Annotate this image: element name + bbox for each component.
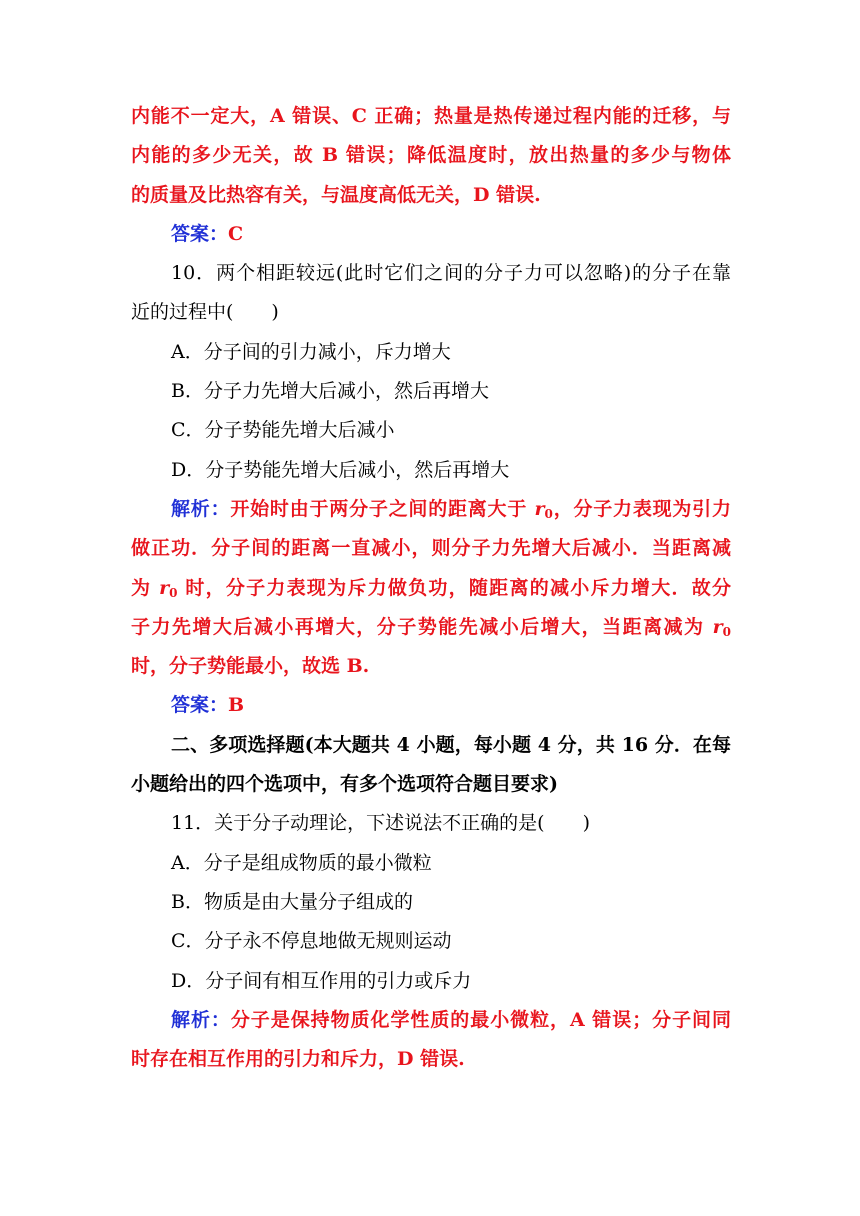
q11-analysis-line-1: [131, 1001, 731, 1040]
q10-analysis-line-1: [131, 490, 731, 529]
analysis-text: 时，分子力表现为斥力做负功，随距离的减小斥力增大．故分: [177, 576, 731, 599]
q11-option-a: A．分子是组成物质的最小微粒: [171, 851, 432, 874]
q10-stem-line-2: 近的过程中( ): [131, 301, 279, 324]
analysis-text: 开始时由于两分子之间的距离大于: [230, 497, 535, 520]
r-symbol: r: [534, 497, 545, 520]
section-2-heading-line-1: 二、多项选择题(本大题共 4 小题，每小题 4 分，共 16 分．在每: [171, 733, 731, 756]
answer-9-line: [131, 215, 731, 254]
prev-analysis-line-3: 的质量及比热容有关，与温度高低无关，D 错误.: [131, 183, 541, 206]
q10-option-d: D．分子势能先增大后减小，然后再增大: [171, 458, 510, 481]
r-subscript: 0: [169, 585, 178, 600]
analysis-text: ，分子力表现为引力: [552, 497, 731, 520]
r-subscript: 0: [544, 506, 553, 521]
analysis-label: 解析：: [171, 1008, 231, 1031]
r-subscript: 0: [722, 624, 731, 639]
analysis-text: 子力先增大后减小再增大，分子势能先减小后增大，当距离减为: [131, 615, 713, 638]
q10-analysis-line-2: 做正功．分子间的距离一直减小，则分子力先增大后减小．当距离减: [131, 537, 731, 560]
q11-option-c: C．分子永不停息地做无规则运动: [171, 930, 452, 953]
answer-label: 答案：: [171, 694, 229, 717]
page-content: [131, 97, 731, 1079]
r-symbol: r: [712, 615, 723, 638]
q10-analysis-line-5: 时，分子势能最小，故选 B.: [131, 655, 370, 678]
q11-option-b: B．物质是由大量分子组成的: [171, 890, 413, 913]
q10-stem-line-1: 10．两个相距较远(此时它们之间的分子力可以忽略)的分子在靠: [171, 262, 731, 285]
answer-value: C: [228, 222, 244, 245]
q10-analysis-line-4: [131, 608, 731, 647]
q11-stem: 11．关于分子动理论，下述说法不正确的是( ): [171, 812, 591, 835]
q10-option-c: C．分子势能先增大后减小: [171, 419, 395, 442]
r-symbol: r: [159, 576, 170, 599]
q10-option-a: A．分子间的引力减小，斥力增大: [171, 340, 451, 363]
prev-analysis-line-1: 内能不一定大，A 错误、C 正确；热量是热传递过程内能的迁移，与: [131, 105, 731, 127]
analysis-label: 解析：: [171, 497, 231, 520]
q11-option-d: D．分子间有相互作用的引力或斥力: [171, 969, 472, 992]
answer-label: 答案：: [171, 222, 229, 245]
answer-10-line: [131, 686, 731, 725]
q11-analysis-line-2: 时存在相互作用的引力和斥力，D 错误.: [131, 1048, 465, 1071]
prev-analysis-line-2: 内能的多少无关，故 B 错误；降低温度时，放出热量的多少与物体: [131, 144, 731, 167]
answer-value: B: [228, 694, 245, 717]
analysis-text: 分子是保持物质化学性质的最小微粒，A 错误；分子间同: [230, 1008, 731, 1031]
q10-option-b: B．分子力先增大后减小，然后再增大: [171, 380, 489, 403]
section-2-heading-line-2: 小题给出的四个选项中，有多个选项符合题目要求): [131, 773, 558, 796]
analysis-text: 为: [131, 576, 160, 599]
q10-analysis-line-3: [131, 569, 731, 608]
